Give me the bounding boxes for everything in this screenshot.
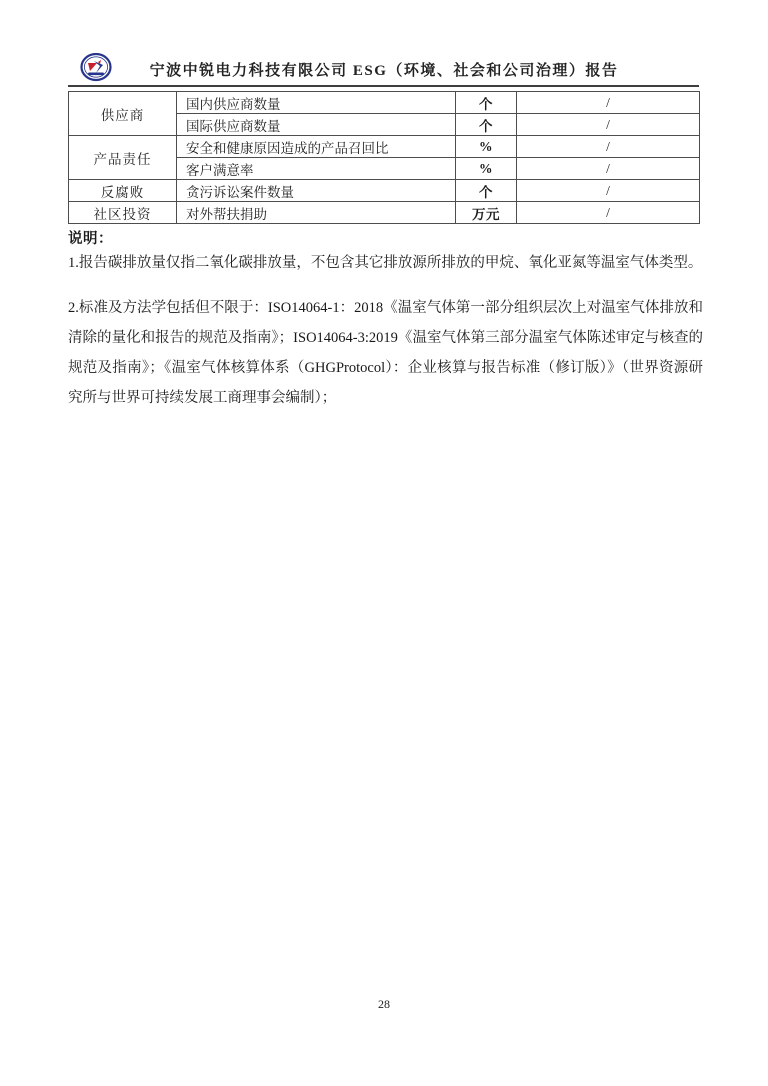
category-cell: 社区投资 [69,202,177,224]
page-number: 28 [378,997,390,1011]
category-cell: 反腐败 [69,180,177,202]
item-cell: 安全和健康原因造成的产品召回比 [177,136,456,158]
value-cell: / [517,114,700,136]
item-cell: 客户满意率 [177,158,456,180]
unit-cell: 个 [456,92,517,114]
table-row [69,202,700,224]
item-cell: 国内供应商数量 [177,92,456,114]
notes-section [68,227,703,413]
notes-label: 说明： [68,231,113,247]
unit-cell: % [456,136,517,158]
item-cell: 贪污诉讼案件数量 [177,180,456,202]
category-cell: 供应商 [69,92,177,136]
page-title: 宁波中锐电力科技有限公司 ESG（环境、社会和公司治理）报告 [149,63,619,79]
value-cell: / [517,180,700,202]
value-cell: / [517,92,700,114]
note-paragraph-2: 2.标准及方法学包括但不限于：ISO14064-1：2018《温室气体第一部分组织层次上对温室气体排放和清除的量化和报告的规范及指南》；ISO14064-3:2019《温室气体第三部分温室气体陈述审定与核查的规范及指南》；《温室气体核算体系（GHGProtocol）：企业核算与报告标准（修订版）》（世界资源研究所与世界可持续发展工商理事会编制）； [68,300,703,406]
table-row [69,92,700,114]
unit-cell: % [456,158,517,180]
esg-indicator-table [68,91,700,224]
value-cell: / [517,158,700,180]
note-paragraph-1: 1.报告碳排放量仅指二氧化碳排放量，不包含其它排放源所排放的甲烷、氧化亚氮等温室气体类型。 [68,255,703,271]
unit-cell: 万元 [456,202,517,224]
table-row [69,180,700,202]
table-row [69,136,700,158]
value-cell: / [517,136,700,158]
category-cell: 产品责任 [69,136,177,180]
item-cell: 对外帮扶捐助 [177,202,456,224]
header-divider [68,85,699,87]
unit-cell: 个 [456,114,517,136]
item-cell: 国际供应商数量 [177,114,456,136]
value-cell: / [517,202,700,224]
unit-cell: 个 [456,180,517,202]
